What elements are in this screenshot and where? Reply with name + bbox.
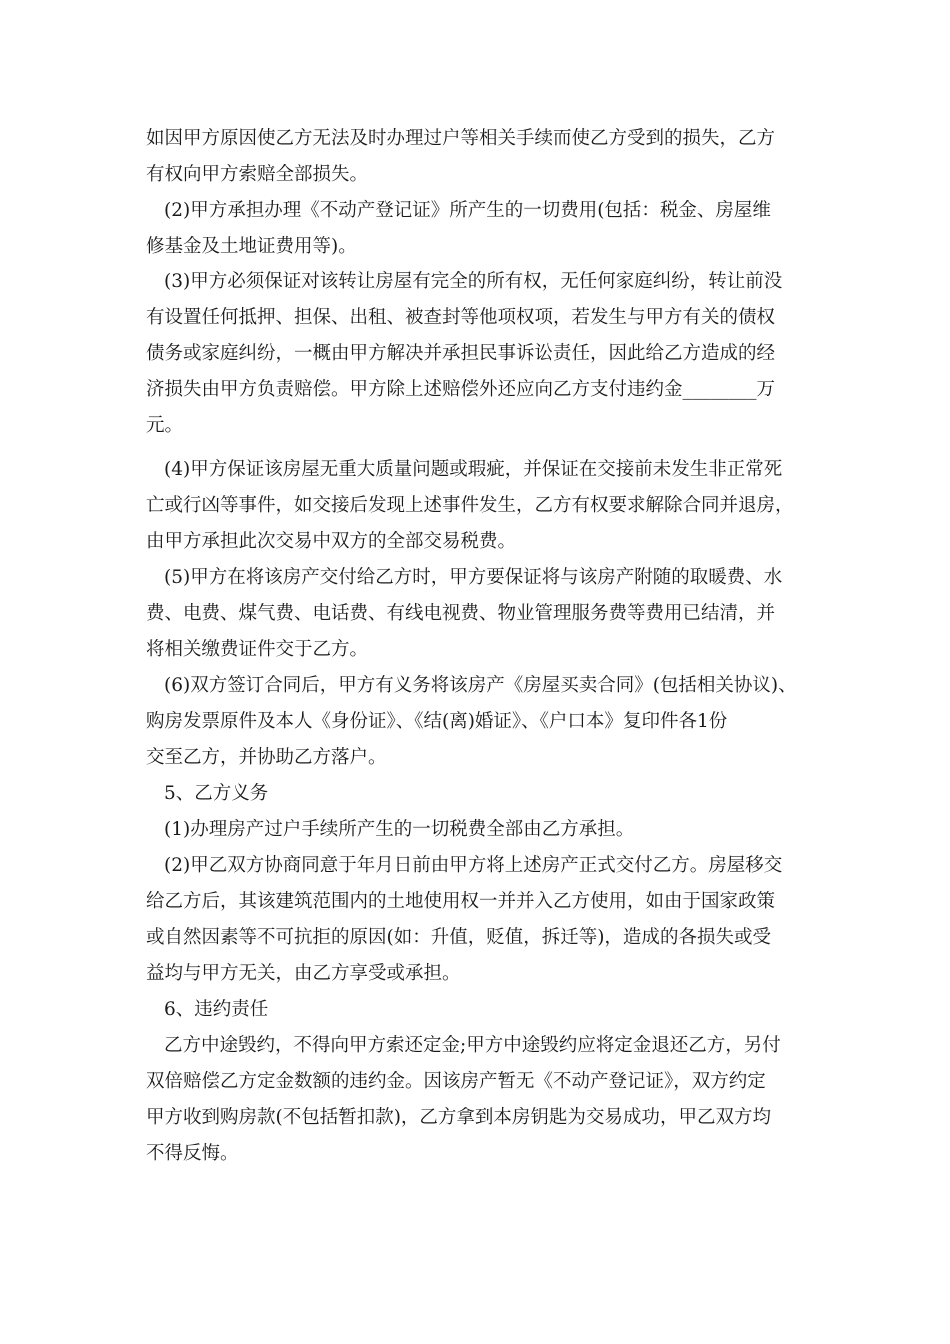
paragraph-line: 费、电费、煤气费、电话费、有线电视费、物业管理服务费等费用已结清，并 xyxy=(146,603,776,624)
paragraph-line: 乙方中途毁约，不得向甲方索还定金;甲方中途毁约应将定金退还乙方，另付 xyxy=(164,1035,781,1056)
paragraph-line: 不得反悔。 xyxy=(146,1143,239,1164)
paragraph-line: 益均与甲方无关，由乙方享受或承担。 xyxy=(146,963,461,984)
paragraph-line: 交至乙方，并协助乙方落户。 xyxy=(146,747,387,768)
paragraph-line: 债务或家庭纠纷，一概由甲方解决并承担民事诉讼责任，因此给乙方造成的经 xyxy=(146,343,776,364)
paragraph-line: 元。 xyxy=(146,415,184,436)
section-heading: 5、乙方义务 xyxy=(164,783,269,804)
paragraph-line: 或自然因素等不可抗拒的原因(如：升值，贬值，拆迁等)，造成的各损失或受 xyxy=(146,927,771,948)
paragraph-line: (1)办理房产过户手续所产生的一切税费全部由乙方承担。 xyxy=(164,819,635,840)
paragraph-line: 济损失由甲方负责赔偿。甲方除上述赔偿外还应向乙方支付违约金________万 xyxy=(146,379,776,400)
paragraph-line: 将相关缴费证件交于乙方。 xyxy=(146,639,369,660)
paragraph-line: (4)甲方保证该房屋无重大质量问题或瑕疵，并保证在交接前未发生非正常死 xyxy=(164,459,783,480)
paragraph-line: (6)双方签订合同后，甲方有义务将该房产《房屋买卖合同》(包括相关协议)、 xyxy=(164,675,797,696)
paragraph-line: 购房发票原件及本人《身份证》、《结(离)婚证》、《户口本》复印件各1份 xyxy=(146,711,728,732)
paragraph-line: 亡或行凶等事件，如交接后发现上述事件发生，乙方有权要求解除合同并退房， xyxy=(146,495,794,516)
paragraph-line: (2)甲乙双方协商同意于年月日前由甲方将上述房产正式交付乙方。房屋移交 xyxy=(164,855,783,876)
paragraph-line: 甲方收到购房款(不包括暂扣款)，乙方拿到本房钥匙为交易成功，甲乙双方均 xyxy=(146,1107,771,1128)
paragraph-line: 双倍赔偿乙方定金数额的违约金。因该房产暂无《不动产登记证》，双方约定 xyxy=(146,1071,766,1092)
paragraph-line: 如因甲方原因使乙方无法及时办理过户等相关手续而使乙方受到的损失，乙方 xyxy=(146,128,776,149)
paragraph-line: 有设置任何抵押、担保、出租、被查封等他项权项，若发生与甲方有关的债权 xyxy=(146,307,776,328)
paragraph-line: 有权向甲方索赔全部损失。 xyxy=(146,164,369,185)
paragraph-line: (3)甲方必须保证对该转让房屋有完全的所有权，无任何家庭纠纷，转让前没 xyxy=(164,271,783,292)
paragraph-line: 由甲方承担此次交易中双方的全部交易税费。 xyxy=(146,531,517,552)
paragraph-line: 给乙方后，其该建筑范围内的土地使用权一并并入乙方使用，如由于国家政策 xyxy=(146,891,776,912)
paragraph-line: 修基金及土地证费用等)。 xyxy=(146,236,357,257)
paragraph-line: (5)甲方在将该房产交付给乙方时，甲方要保证将与该房产附随的取暖费、水 xyxy=(164,567,783,588)
section-heading: 6、违约责任 xyxy=(164,999,269,1020)
paragraph-line: (2)甲方承担办理《不动产登记证》所产生的一切费用(包括：税金、房屋维 xyxy=(164,200,771,221)
